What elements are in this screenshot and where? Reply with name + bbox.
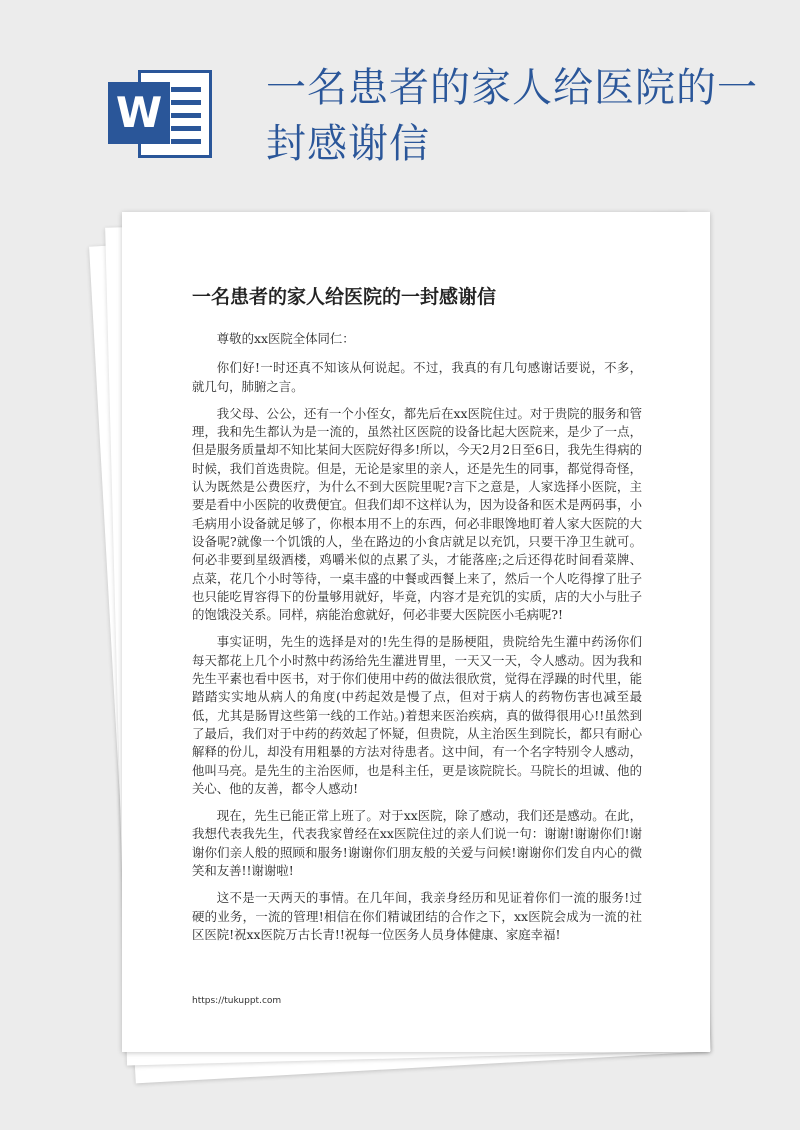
word-letter-badge: W bbox=[108, 82, 170, 144]
banner-title: 一名患者的家人给医院的一封感谢信 bbox=[266, 65, 758, 167]
paragraph: 你们好!一时还真不知该从何说起。不过，我真的有几句感谢话要说，不多，就几句，肺腑之言。 bbox=[192, 360, 642, 394]
document-body bbox=[192, 330, 642, 953]
salutation: 尊敬的xx医院全体同仁： bbox=[216, 331, 355, 346]
footer-url: https://tukuppt.com bbox=[192, 996, 282, 1006]
document-title: 一名患者的家人给医院的一封感谢信 bbox=[192, 286, 497, 308]
word-icon bbox=[108, 66, 214, 162]
document-page bbox=[122, 212, 710, 1052]
paragraph: 这不是一天两天的事情。在几年间，我亲身经历和见证着你们一流的服务!过硬的业务，一流的管理!相信在你们精诚团结的合作之下，xx医院会成为一流的社区医院!祝xx医院万古长青!!祝每一位医务人员身体健康、家庭幸福! bbox=[192, 890, 642, 942]
paragraph: 现在，先生已能正常上班了。对于xx医院，除了感动，我们还是感动。在此，我想代表我先生，代表我家曾经在xx医院住过的亲人们说一句：谢谢!谢谢你们!谢谢你们亲人般的照顾和服务!谢谢你们朋友般的关爱与问候!谢谢你们发自内心的微笑和友善!!谢谢啦! bbox=[192, 808, 642, 879]
header-banner bbox=[0, 0, 800, 205]
paragraph: 事实证明，先生的选择是对的!先生得的是肠梗阻，贵院给先生灌中药汤你们每天都花上几个小时熬中药汤给先生灌进胃里，一天又一天，令人感动。因为我和先生平素也看中医书，对于你们使用中药的做法很欣赏，觉得在浮躁的时代里，能踏踏实实地从病人的角度(中药起效是慢了点，但对于病人的药物伤害也减至最低，尤其是肠胃这些第一线的工作站。)着想来医治疾病，真的做得很用心!!虽然到了最后，我们对于中药的药效起了怀疑，但贵院，从主治医生到院长，都只有耐心解释的份儿，却没有用粗暴的方法对待患者。这中间，有一个名字特别令人感动，他叫马亮。是先生的主治医师，也是科主任，更是该院院长。马院长的坦诚、他的关心、他的友善，都令人感动! bbox=[192, 634, 642, 796]
paragraph: 我父母、公公，还有一个小侄女，都先后在xx医院住过。对于贵院的服务和管理，我和先生都认为是一流的，虽然社区医院的设备比起大医院来，是少了一点，但是服务质量却不知比某间大医院好得多!所以，今天2月2日至6日，我先生得病的时候，我们首选贵院。但是，无论是家里的亲人，还是先生的同事，都觉得奇怪，认为既然是公费医疗，为什么不到大医院里呢?言下之意是，人家选择小医院，主要是看中小医院的收费便宜。但我们却不这样认为，因为设备和医术是两码事，小毛病用小设备就足够了，你根本用不上的东西，何必非眼馋地盯着人家大医院的大设备呢?就像一个饥饿的人，坐在路边的小食店就足以充饥，只要干净卫生就可。何必非要到星级酒楼，鸡嚼米似的点累了头，才能落座;之后还得花时间看菜牌、点菜，花几个小时等待，一桌丰盛的中餐或西餐上来了，然后一个人吃得撑了肚子也只能吃胃容得下的份量够用就好，毕竟，内容才是充饥的实质，店的大小与肚子的饱饿没关系。同样，病能治愈就好，何必非要大医院医小毛病呢?! bbox=[192, 405, 642, 623]
